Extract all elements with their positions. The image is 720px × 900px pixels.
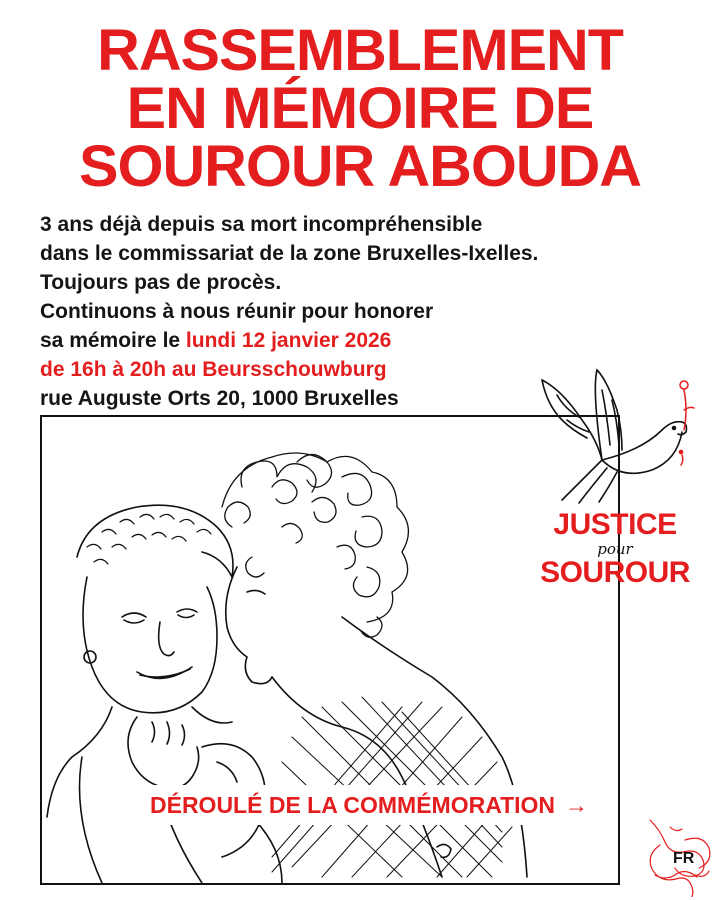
description-line-1: 3 ans déjà depuis sa mort incompréhensible — [40, 213, 483, 236]
logo-line-justice: JUSTICE — [553, 508, 677, 541]
description-line-5 — [40, 326, 710, 355]
page-title — [0, 18, 720, 199]
arrow-right-icon: → — [565, 792, 589, 818]
event-time-venue: de 16h à 20h au Beursschouwburg — [40, 358, 387, 381]
logo-line-sourour: SOUROUR — [540, 556, 690, 589]
dove-with-flower-icon — [532, 360, 702, 515]
commemoration-program-label: DÉROULÉ DE LA COMMÉMORATION — [150, 792, 556, 818]
justice-pour-sourour-logo — [520, 510, 710, 588]
language-switch[interactable]: FR — [673, 850, 695, 867]
title-line-1: RASSEMBLEMENT — [97, 18, 623, 83]
description-line-4: Continuons à nous réunir pour honorer — [40, 300, 434, 323]
event-date: lundi 12 janvier 2026 — [185, 329, 392, 352]
logo-line-pour: pour — [597, 540, 633, 558]
right-figure-illustration — [226, 567, 527, 877]
description-line-5-prefix: sa mémoire le — [40, 329, 186, 352]
description-line-3: Toujours pas de procès. — [40, 271, 282, 294]
event-address: rue Auguste Orts 20, 1000 Bruxelles — [40, 387, 399, 410]
commemoration-program-link[interactable] — [142, 785, 596, 825]
title-line-2: EN MÉMOIRE DE — [126, 76, 594, 141]
title-line-3: SOUROUR ABOUDA — [79, 134, 641, 199]
curly-hair-illustration — [222, 453, 408, 637]
description-line-2: dans le commissariat de la zone Bruxelles-Ixelles. — [40, 242, 539, 265]
